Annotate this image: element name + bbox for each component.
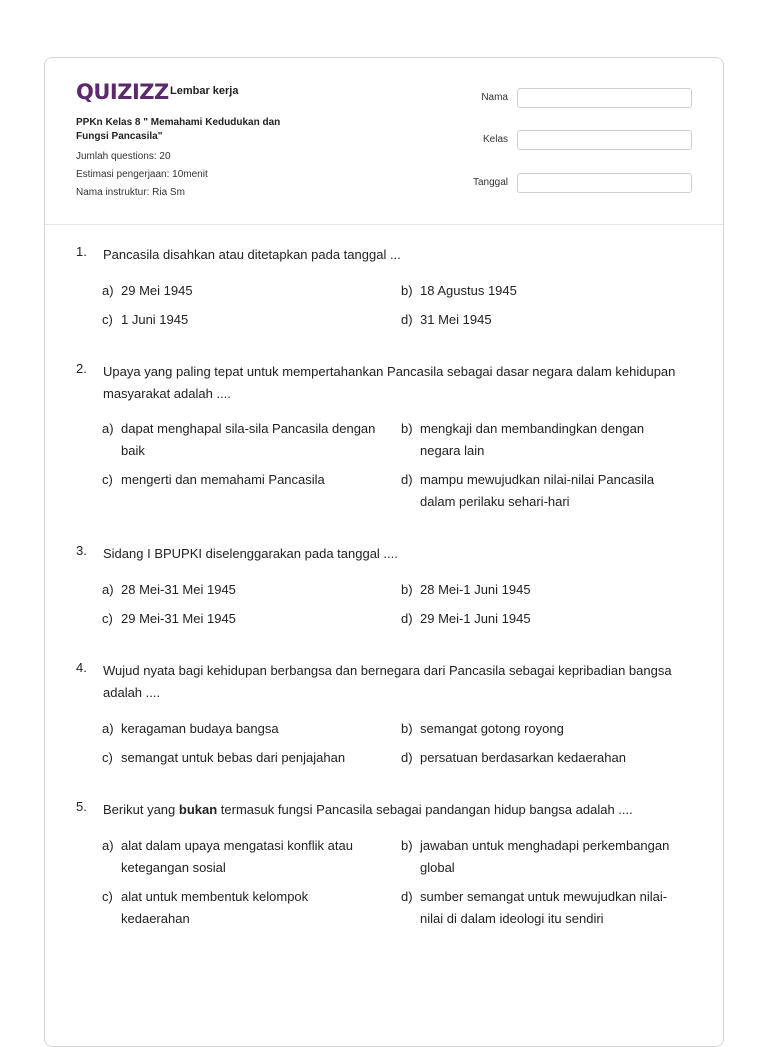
question-number: 4. bbox=[76, 660, 87, 675]
option-letter: c) bbox=[102, 889, 113, 904]
sheet-type-label: Lembar kerja bbox=[170, 85, 239, 97]
option-text: 29 Mei-31 Mei 1945 bbox=[121, 611, 236, 626]
question-text: Wujud nyata bagi kehidupan berbangsa dan bernegara dari Pancasila sebagai kepribadian bangsa adalah .... bbox=[103, 663, 672, 700]
option-letter: b) bbox=[401, 721, 413, 736]
option-text: 29 Mei 1945 bbox=[121, 283, 193, 298]
question-number: 2. bbox=[76, 361, 87, 376]
option-letter: a) bbox=[102, 838, 114, 853]
option-text: 31 Mei 1945 bbox=[420, 312, 492, 327]
option-letter: d) bbox=[401, 312, 413, 327]
option-letter: d) bbox=[401, 611, 413, 626]
option-letter: b) bbox=[401, 421, 413, 436]
option-letter: a) bbox=[102, 721, 114, 736]
class-field[interactable] bbox=[517, 130, 692, 150]
option-letter: a) bbox=[102, 283, 114, 298]
option-letter: b) bbox=[401, 582, 413, 597]
option-letter: c) bbox=[102, 611, 113, 626]
option-text: sumber semangat untuk mewujudkan nilai-nilai di dalam ideologi itu sendiri bbox=[420, 889, 668, 926]
option-letter: a) bbox=[102, 582, 114, 597]
option-text: alat dalam upaya mengatasi konflik atau ketegangan sosial bbox=[121, 838, 353, 875]
option-text: 28 Mei-31 Mei 1945 bbox=[121, 582, 236, 597]
option-text: persatuan berdasarkan kedaerahan bbox=[420, 750, 626, 765]
option-text: mengkaji dan membandingkan dengan negara lain bbox=[420, 421, 645, 458]
class-field-label: Kelas bbox=[482, 134, 508, 145]
worksheet-sheet bbox=[44, 57, 724, 1047]
instructor-name: Nama instruktur: Ria Sm bbox=[76, 187, 185, 198]
option-text: 29 Mei-1 Juni 1945 bbox=[420, 611, 531, 626]
option-text: 1 Juni 1945 bbox=[121, 312, 189, 327]
estimated-duration: Estimasi pengerjaan: 10menit bbox=[76, 169, 208, 180]
date-field[interactable] bbox=[517, 173, 692, 193]
option-text: keragaman budaya bangsa bbox=[121, 721, 279, 736]
option-text: mampu mewujudkan nilai-nilai Pancasila dalam perilaku sehari-hari bbox=[420, 472, 655, 509]
option-text: semangat gotong royong bbox=[420, 721, 564, 736]
option-text: dapat menghapal sila-sila Pancasila dengan baik bbox=[121, 421, 376, 458]
question-text: Upaya yang paling tepat untuk mempertahankan Pancasila sebagai dasar negara dalam kehidupan masyarakat adalah .... bbox=[103, 364, 676, 401]
option-letter: d) bbox=[401, 889, 413, 904]
question-text bbox=[103, 799, 693, 821]
name-field[interactable] bbox=[517, 88, 692, 108]
option-letter: c) bbox=[102, 312, 113, 327]
option-letter: b) bbox=[401, 838, 413, 853]
option-text: mengerti dan memahami Pancasila bbox=[121, 472, 325, 487]
option-text: 28 Mei-1 Juni 1945 bbox=[420, 582, 531, 597]
date-field-label: Tanggal bbox=[472, 177, 508, 188]
name-field-label: Nama bbox=[481, 92, 508, 103]
quiz-title: PPKn Kelas 8 " Memahami Kedudukan dan Fungsi Pancasila" bbox=[76, 117, 281, 142]
option-letter: a) bbox=[102, 421, 114, 436]
option-letter: d) bbox=[401, 472, 413, 487]
question-number: 1. bbox=[76, 244, 87, 259]
option-text: 18 Agustus 1945 bbox=[420, 283, 517, 298]
question-number: 5. bbox=[76, 799, 87, 814]
option-text: semangat untuk bebas dari penjajahan bbox=[121, 750, 346, 765]
option-letter: d) bbox=[401, 750, 413, 765]
quizizz-logo: QUIZIZZ bbox=[76, 80, 169, 104]
option-letter: c) bbox=[102, 472, 113, 487]
question-text-end: termasuk fungsi Pancasila sebagai pandangan hidup bangsa adalah .... bbox=[217, 802, 633, 817]
option-text: alat untuk membentuk kelompok kedaerahan bbox=[121, 889, 309, 926]
question-text: Pancasila disahkan atau ditetapkan pada tanggal ... bbox=[103, 247, 401, 262]
question-text-emphasis: bukan bbox=[178, 802, 218, 817]
question-count: Jumlah questions: 20 bbox=[76, 151, 171, 162]
question-text-start: Berikut yang bbox=[103, 802, 179, 817]
option-text: jawaban untuk menghadapi perkembangan global bbox=[420, 838, 670, 875]
worksheet-header bbox=[45, 58, 723, 225]
option-letter: b) bbox=[401, 283, 413, 298]
question-text: Sidang I BPUPKI diselenggarakan pada tanggal .... bbox=[103, 546, 398, 561]
option-letter: c) bbox=[102, 750, 113, 765]
question-number: 3. bbox=[76, 543, 87, 558]
